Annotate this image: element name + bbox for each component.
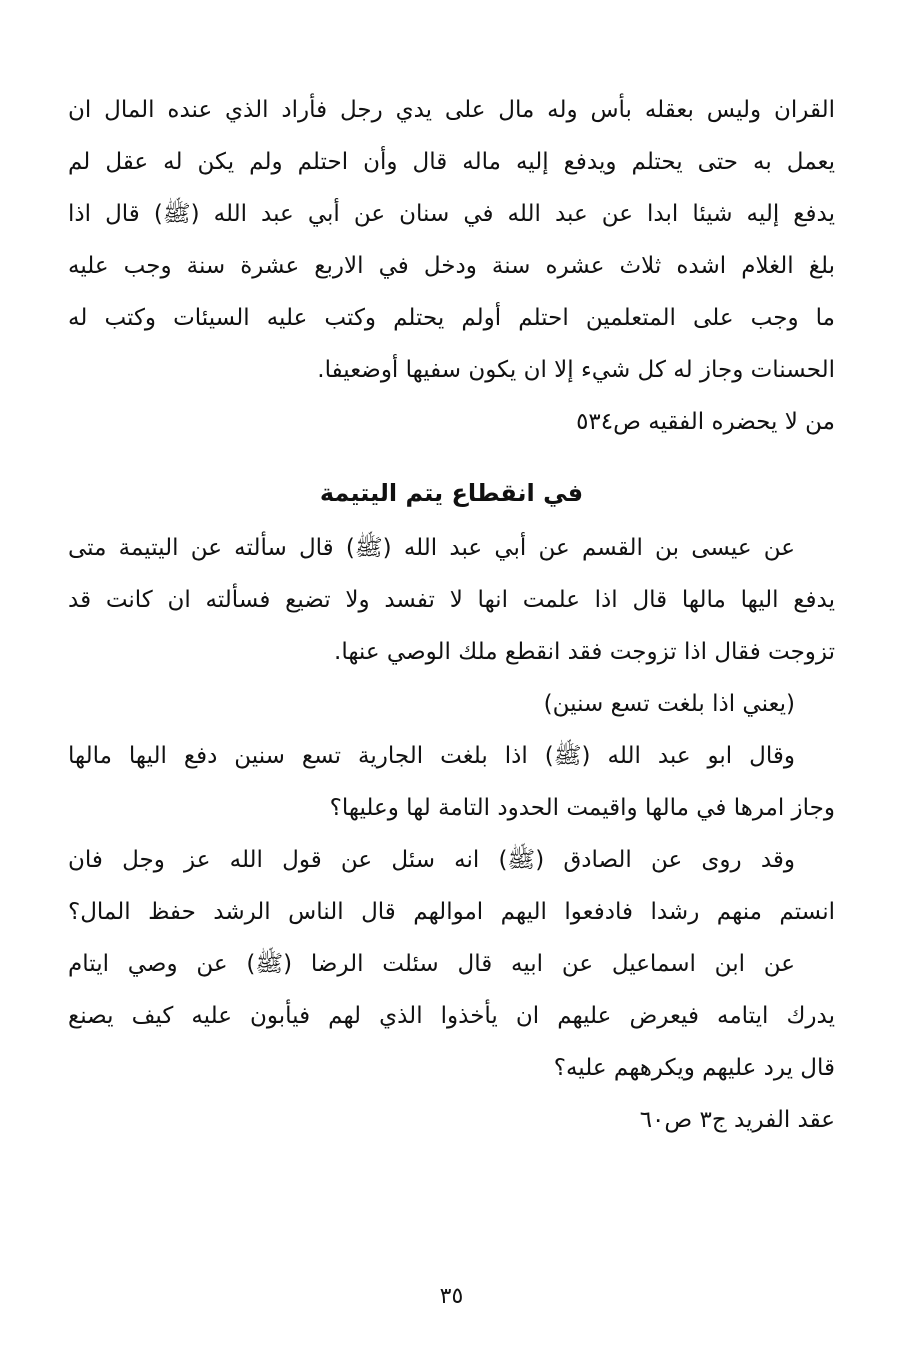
- text-line: وجاز امرها في مالها واقيمت الحدود التامة لها وعليها؟: [329, 795, 835, 821]
- text-line: يدفع اليها مالها قال اذا علمت انها لا تفسد ولا تضيع فسألته ان كانت قد: [68, 587, 835, 613]
- text-line: انستم منهم رشدا فادفعوا اليهم اموالهم قال الناس الرشد حفظ المال؟: [68, 899, 835, 925]
- source-citation: من لا يحضره الفقيه ص٥٣٤: [576, 409, 835, 435]
- paragraph-minor-property: [68, 84, 835, 448]
- source-citation: عقد الفريد ج٣ ص٦٠: [639, 1107, 835, 1133]
- text-line: تزوجت فقال اذا تزوجت فقد انقطع ملك الوصي عنها.: [334, 639, 835, 665]
- text-line: يعمل به حتى يحتلم ويدفع إليه ماله قال وأن احتلم ولم يكن له عقل لم: [68, 149, 835, 175]
- text-line: بلغ الغلام اشده ثلاث عشره سنة ودخل في الاربع عشرة سنة وجب عليه: [68, 253, 835, 279]
- text-line: ما وجب على المتعلمين احتلم أولم يحتلم وكتب عليه السيئات وكتب له: [68, 305, 835, 331]
- text-line: عن ابن اسماعيل عن ابيه قال سئلت الرضا (ﷺ) عن وصي ايتام: [68, 951, 795, 977]
- text-line: عن عيسى بن القسم عن أبي عبد الله (ﷺ) قال سألته عن اليتيمة متى: [68, 535, 795, 561]
- text-line: القران وليس بعقله بأس وله مال على يدي رجل فأراد الذي عنده المال ان: [68, 97, 835, 123]
- text-line: يدرك ايتامه فيعرض عليهم ان يأخذوا الذي لهم فيأبون عليه كيف يصنع: [68, 1003, 835, 1029]
- text-line: يدفع إليه شيئا ابدا عن عبد الله في سنان عن أبي عبد الله (ﷺ) قال اذا: [68, 201, 835, 227]
- text-line: قال يرد عليهم ويكرههم عليه؟: [553, 1055, 835, 1081]
- paragraph-orphan-girl: [68, 522, 835, 1146]
- text-line: وقال ابو عبد الله (ﷺ) اذا بلغت الجارية تسع سنين دفع اليها مالها: [68, 743, 795, 769]
- text-line: الحسنات وجاز له كل شيء إلا ان يكون سفيها أوضعيفا.: [317, 357, 835, 383]
- text-line: (يعني اذا بلغت تسع سنين): [543, 691, 795, 717]
- page-number: ٣٥: [439, 1284, 464, 1309]
- section-heading: في انقطاع يتم اليتيمة: [319, 479, 584, 507]
- text-line: وقد روى عن الصادق (ﷺ) انه سئل عن قول الله عز وجل فان: [68, 847, 795, 873]
